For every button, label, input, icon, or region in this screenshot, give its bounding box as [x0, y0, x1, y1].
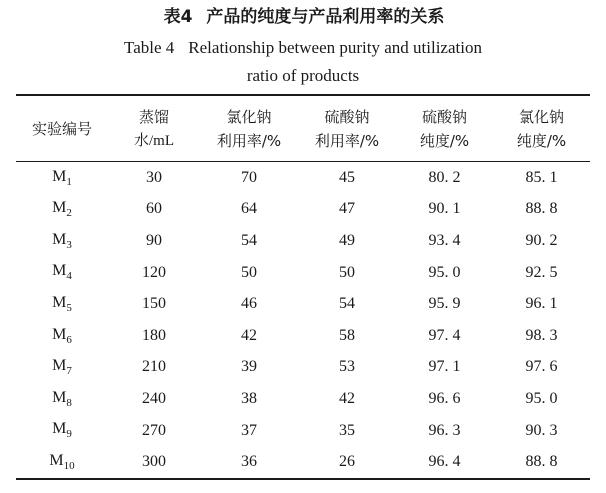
cell-na2so4-purity: 93. 4 [428, 231, 461, 249]
cell-water: 300 [108, 446, 200, 479]
cell-nacl-purity: 96. 1 [525, 295, 558, 313]
table-row [16, 162, 590, 194]
cell-sample-id: $M_1$ [52, 167, 72, 188]
cell-nacl-utilization: 64 [241, 200, 257, 218]
header-na2so4-purity [396, 95, 493, 162]
header-line: 氯化钠 [518, 107, 564, 126]
table-row [16, 288, 590, 320]
cell-nacl-utilization: 36 [200, 446, 298, 479]
table-caption-english-line1: Relationship between purity and utilization [188, 38, 482, 57]
cell-water: 180 [142, 326, 166, 344]
cell-nacl-purity: 90. 3 [525, 421, 558, 439]
cell-na2so4-purity: 96. 4 [396, 446, 493, 479]
cell-water: 90 [146, 231, 162, 249]
data-table [16, 94, 590, 480]
cell-na2so4-purity: 80. 2 [428, 168, 461, 186]
header-sample-id [16, 95, 108, 162]
table-row [16, 194, 590, 226]
table-row [16, 415, 590, 447]
cell-water: 240 [142, 389, 166, 407]
cell-nacl-purity: 92. 5 [525, 263, 558, 281]
cell-nacl-purity: 85. 1 [525, 168, 558, 186]
header-unit: 利用率/% [314, 131, 380, 150]
header-line: 硫酸钠 [324, 107, 370, 126]
cell-nacl-utilization: 38 [241, 389, 257, 407]
cell-sample-id: $M_9$ [52, 420, 72, 441]
table-label-english: Table 4 [124, 38, 175, 57]
cell-nacl-utilization: 46 [241, 295, 257, 313]
header-line: 硫酸钠 [421, 107, 467, 126]
cell-na2so4-utilization: 42 [339, 389, 355, 407]
cell-na2so4-utilization: 26 [298, 446, 396, 479]
cell-nacl-utilization: 70 [241, 168, 257, 186]
header-unit: 利用率/% [216, 131, 282, 150]
cell-na2so4-utilization: 35 [339, 421, 355, 439]
table-title-english-line2: ratio of products [246, 66, 360, 85]
cell-sample-id: $M_4$ [52, 262, 72, 283]
cell-na2so4-purity: 95. 9 [428, 295, 461, 313]
cell-nacl-utilization: 39 [241, 358, 257, 376]
cell-na2so4-utilization: 47 [339, 200, 355, 218]
cell-na2so4-utilization: 54 [339, 295, 355, 313]
header-unit: 水/mL [134, 132, 174, 149]
cell-na2so4-utilization: 49 [339, 231, 355, 249]
cell-sample-id: $M_{10}$ [16, 446, 108, 479]
cell-na2so4-utilization: 45 [339, 168, 355, 186]
header-nacl-purity [493, 95, 590, 162]
cell-sample-id: $M_6$ [52, 325, 72, 346]
cell-sample-id: $M_2$ [52, 199, 72, 220]
cell-nacl-utilization: 37 [241, 421, 257, 439]
cell-nacl-purity: 95. 0 [525, 389, 558, 407]
cell-na2so4-purity: 97. 4 [428, 326, 461, 344]
header-distilled-water [108, 95, 200, 162]
cell-sample-id: $M_5$ [52, 294, 72, 315]
table-row [16, 383, 590, 415]
cell-na2so4-purity: 96. 6 [428, 389, 461, 407]
cell-sample-id: $M_8$ [52, 388, 72, 410]
cell-na2so4-utilization: 53 [339, 358, 355, 376]
table-title-english-line1 [0, 38, 606, 58]
cell-sample-id: $M_7$ [52, 357, 72, 378]
table-row [16, 320, 590, 352]
table-row [16, 352, 590, 384]
header-line: 氯化钠 [226, 107, 272, 126]
header-line: 蒸馏 [138, 107, 169, 126]
table-row [16, 257, 590, 289]
table-row [16, 446, 590, 479]
table-header-row [16, 95, 590, 162]
cell-na2so4-purity: 97. 1 [428, 358, 461, 376]
cell-water: 210 [142, 358, 166, 376]
cell-na2so4-utilization: 50 [339, 263, 355, 281]
cell-water: 150 [142, 295, 166, 313]
table-title-chinese [0, 6, 606, 28]
cell-water: 120 [142, 263, 166, 281]
cell-na2so4-purity: 95. 0 [428, 263, 461, 281]
cell-nacl-purity: 98. 3 [525, 326, 558, 344]
table-label-chinese: 表4 [163, 7, 193, 27]
header-na2so4-utilization [298, 95, 396, 162]
cell-nacl-purity: 90. 2 [525, 231, 558, 249]
table-row [16, 225, 590, 257]
cell-water: 270 [142, 421, 166, 439]
cell-nacl-purity: 88. 8 [493, 446, 590, 479]
cell-nacl-utilization: 42 [241, 326, 257, 344]
cell-nacl-utilization: 54 [241, 231, 257, 249]
cell-na2so4-utilization: 58 [339, 326, 355, 344]
cell-water: 30 [146, 168, 162, 186]
header-nacl-utilization [200, 95, 298, 162]
header-sample-id-label: 实验编号 [31, 119, 92, 138]
table-caption-chinese: 产品的纯度与产品利用率的关系 [206, 7, 445, 27]
cell-water: 60 [146, 200, 162, 218]
cell-sample-id: $M_3$ [52, 230, 72, 252]
cell-nacl-purity: 97. 6 [525, 358, 558, 376]
header-unit: 纯度/% [419, 131, 470, 150]
cell-nacl-utilization: 50 [241, 263, 257, 281]
cell-na2so4-purity: 96. 3 [428, 421, 461, 439]
cell-nacl-purity: 88. 8 [525, 200, 558, 218]
header-unit: 纯度/% [516, 131, 567, 150]
cell-na2so4-purity: 90. 1 [428, 200, 461, 218]
